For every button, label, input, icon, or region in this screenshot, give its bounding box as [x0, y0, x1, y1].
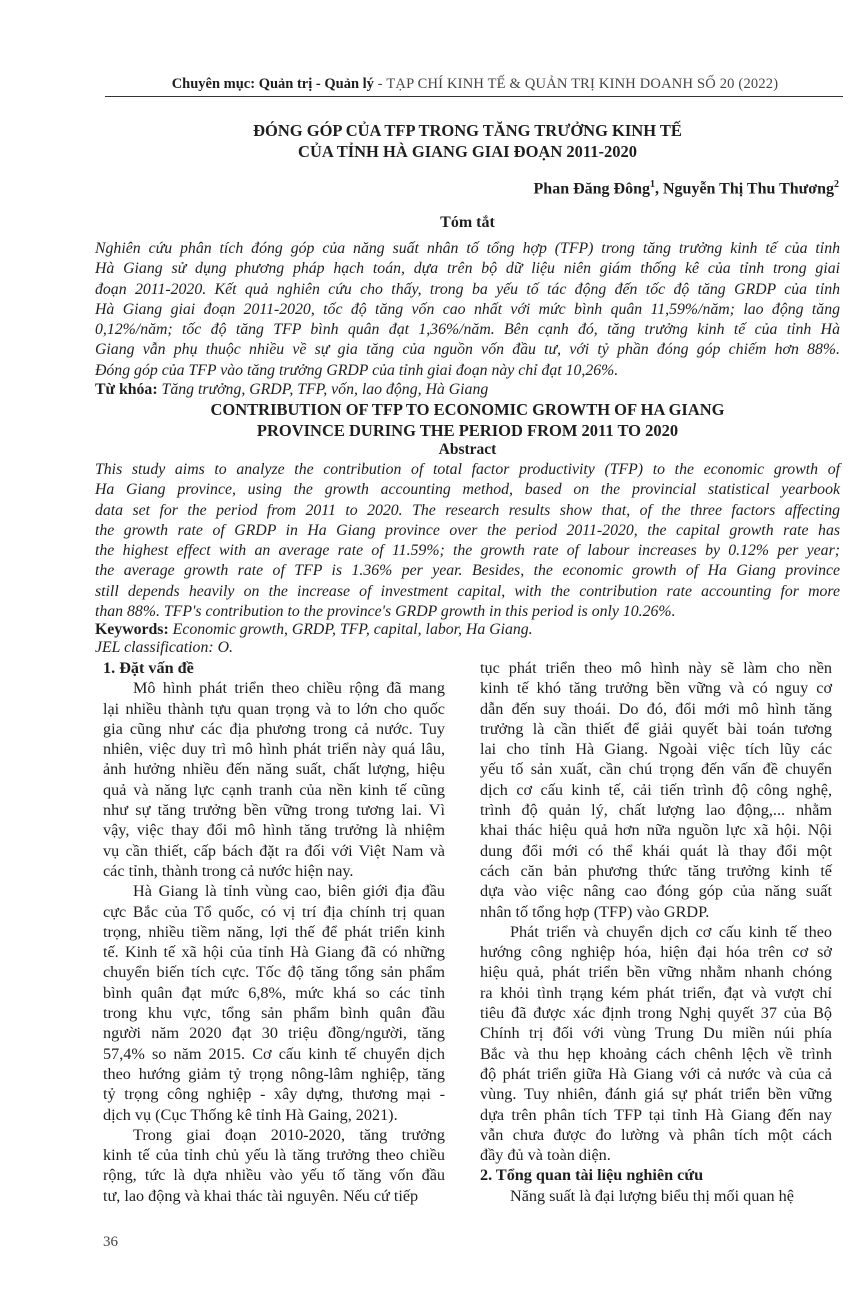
text-line: dựa vào việc nâng cao đóng góp của năng suất — [480, 882, 832, 901]
text-line: tế. Kinh tế xã hội của tỉnh Hà Giang đã có những — [103, 943, 445, 962]
text-line: trong khu vực, tổng sản phẩm bình quân đầu — [103, 1004, 445, 1023]
vi-keywords-list: Tăng trưởng, GRDP, TFP, vốn, lao động, Hà Giang — [157, 381, 489, 398]
text-line: Phát triển và chuyển dịch cơ cấu kinh tế theo — [510, 922, 832, 941]
journal-name: - TẠP CHÍ KINH TẾ & QUẢN TRỊ KINH DOANH SỐ 20 (2022) — [373, 76, 779, 92]
page-number: 36 — [103, 1234, 118, 1250]
en-title-line-1: CONTRIBUTION OF TFP TO ECONOMIC GROWTH OF HA GIANG — [210, 400, 725, 419]
text-line: nhân tố tổng hợp (TFP) vào GRDP. — [480, 902, 710, 921]
text-line: các tỉnh, thành trong cả nước hiện nay. — [103, 861, 354, 880]
author-2: Nguyễn Thị Thu Thương — [663, 180, 834, 198]
text-line: trọng, nhiều tiềm năng, lợi thế để phát triển kinh — [103, 922, 445, 941]
paragraph — [480, 922, 832, 1166]
text-line: vụ cần thiết, cấp bách đặt ra đối với Việt Nam và — [103, 841, 445, 860]
text-line: Trong giai đoạn 2010-2020, tăng trưởng — [133, 1125, 445, 1144]
text-line: the average growth rate of TFP is 1.36% per year. Besides, the economic growth of Ha Giang province — [95, 562, 840, 580]
text-line: Ha Giang province, using the growth accounting method, based on the provincial statistical yearbook — [95, 481, 840, 499]
text-line: This study aims to analyze the contribution of total factor productivity (TFP) to the economic growth of — [95, 461, 840, 478]
text-line: hiệu quả, phát triển bền vững nhằm nhanh chóng — [480, 963, 832, 982]
left-column — [103, 658, 445, 1206]
text-line: tục phát triển theo mô hình này sẽ làm cho nền — [480, 659, 832, 677]
text-line: bình quân đạt mức 6,8%, mức khá so các tỉnh — [103, 983, 445, 1002]
text-line: 57,4% so năm 2015. Cơ cấu kinh tế chuyển dịch — [103, 1044, 445, 1063]
text-line: kinh tế của tỉnh chủ yếu là tăng trưởng theo chiều — [103, 1146, 445, 1165]
text-line: Nghiên cứu phân tích đóng góp của năng suất nhân tố tổng hợp (TFP) trong tăng trưởng kinh tế của tỉnh — [95, 240, 840, 257]
text-line: vậy, việc thay đổi mô hình tăng trưởng là nhiệm — [103, 821, 445, 840]
vi-keywords-label: Từ khóa: — [95, 381, 158, 398]
text-line: data set for the period from 2011 to 2020. The research results show that, of the three factors affecting — [95, 501, 840, 519]
text-line: lại nhiều thành tựu quan trọng và to lớn cho quốc — [103, 699, 445, 718]
text-line: trình độ quản lý, chất lượng lao động,... nhằm — [480, 801, 832, 820]
text-line: than 88%. TFP's contribution to the province's GRDP growth in this period is only 10.26%. — [95, 603, 676, 621]
author-separator: , — [655, 180, 663, 198]
text-line: the highest effect with an average rate of 11.59%; the growth rate of labour increases by 0.12% per year; — [95, 542, 840, 560]
text-line: tỷ trọng công nghiệp - xây dựng, thương mại - — [103, 1085, 445, 1104]
text-line: độ phát triển giữa Hà Giang với cả nước và của cả — [480, 1064, 832, 1083]
section-label: Chuyên mục: Quản trị - Quản lý — [171, 76, 374, 92]
text-line: Giang vẫn phụ thuộc nhiều về sự gia tăng của nguồn vốn đầu tư, với tỷ phần đóng góp chiếm hơn 88%. — [95, 341, 840, 359]
text-line: tiêu đã được xác định trong Nghị quyết 37 của Bộ — [480, 1004, 832, 1023]
text-line: kinh tế khó tăng trưởng bền vững và có nguy cơ — [480, 679, 832, 698]
text-line: Hà Giang là tỉnh vùng cao, biên giới địa đầu — [133, 882, 445, 901]
en-abstract-heading: Abstract — [438, 441, 497, 458]
text-line: dẫn đến suy thoái. Do đó, đổi mới mô hình tăng — [480, 699, 832, 718]
text-line: vùng. Tuy nhiên, đánh giá sự phát triển bền vững — [480, 1085, 832, 1104]
paragraph — [103, 1125, 445, 1206]
author-1: Phan Đăng Đông — [533, 180, 650, 198]
en-title-line-2: PROVINCE DURING THE PERIOD FROM 2011 TO 2020 — [256, 421, 679, 440]
running-header — [110, 76, 840, 93]
vi-title-line-2: CỦA TỈNH HÀ GIANG GIAI ĐOẠN 2011-2020 — [298, 142, 637, 161]
text-line: 0,12%/năm; tốc độ tăng TFP bình quân đạt 1,36%/năm. Bên cạnh đó, tăng trưởng kinh tế của tỉnh Hà — [95, 321, 840, 339]
text-line: yếu tố sản xuất, cần chú trọng đến vấn đề chuyển — [480, 760, 832, 779]
text-line: rộng, tức là dựa nhiều vào yếu tố tăng vốn đầu — [103, 1166, 445, 1185]
text-line: Năng suất là đại lượng biểu thị mối quan hệ — [510, 1186, 794, 1205]
vi-title-line-1: ĐÓNG GÓP CỦA TFP TRONG TĂNG TRƯỞNG KINH TẾ — [253, 121, 682, 140]
paragraph — [480, 658, 832, 922]
author-1-affiliation: 1 — [650, 179, 655, 190]
en-keywords-label: Keywords: — [95, 621, 169, 638]
text-line: quả và năng lực cạnh tranh của nền kinh tế cũng — [103, 780, 445, 799]
text-line: ra khỏi tình trạng kém phát triển, đạt và vượt chỉ — [480, 983, 832, 1002]
jel-classification: JEL classification: O. — [95, 639, 233, 656]
header-rule — [105, 96, 843, 97]
text-line: vẫn chưa được đo lường và phân tích một cách — [480, 1125, 832, 1144]
text-line: dịch vụ (Cục Thống kê tỉnh Hà Gaing, 2021). — [103, 1105, 398, 1124]
text-line: cách căn bản phương thức tăng trưởng kinh tế — [480, 861, 832, 880]
text-line: Đóng góp của TFP vào tăng trưởng GRDP của tỉnh giai đoạn này chỉ đạt 10,26%. — [95, 361, 619, 379]
text-line: still depends heavily on the increase of investment capital, with the contribution rate accounting for more — [95, 582, 840, 600]
text-line: nhiên, việc duy trì mô hình phát triển này quá lâu, — [103, 740, 445, 759]
text-line: gia cũng như các địa phương trong cả nước. Tuy — [103, 719, 445, 738]
text-line: Hà Giang giai đoạn 2011-2020, tốc độ tăng vốn cao nhất với mức bình quân 11,59%/năm; lao động tăng — [95, 300, 840, 318]
text-line: ảnh hưởng nhiều đến năng suất, chất lượng, hiệu — [103, 760, 445, 779]
author-2-affiliation: 2 — [834, 179, 839, 190]
vi-abstract-heading: Tóm tắt — [440, 214, 495, 231]
text-line: Chính trị đối với vùng Trung Du miền núi phía — [480, 1024, 832, 1043]
section-1-heading: 1. Đặt vấn đề — [103, 659, 194, 677]
text-line: hướng công nghiệp hóa, hiện đại hóa trên cơ sở — [480, 943, 832, 962]
text-line: cực Bắc của Tổ quốc, có vị trí địa chính trị quan — [103, 902, 445, 921]
paragraph — [103, 678, 445, 881]
right-column — [480, 658, 832, 1206]
text-line: dung đổi mới có thể khái quát là thay đổi một — [480, 841, 832, 860]
text-line: theo hướng giảm tỷ trọng nông-lâm nghiệp, tăng — [103, 1064, 445, 1083]
paragraph — [103, 881, 445, 1125]
vi-abstract — [95, 239, 840, 381]
text-line: đầy đủ và toàn diện. — [480, 1146, 611, 1165]
en-keywords-list: Economic growth, GRDP, TFP, capital, labor, Ha Giang. — [168, 621, 533, 638]
section-2-heading: 2. Tổng quan tài liệu nghiên cứu — [480, 1166, 704, 1185]
text-line: trưởng là cần thiết để giải quyết bài toán tương — [480, 719, 832, 738]
text-line: dựa trên phân tích TFP tại tỉnh Hà Giang đến nay — [480, 1105, 832, 1124]
en-abstract — [95, 460, 840, 622]
text-line: dịch cơ cấu kinh tế, cải tiến trình độ công nghệ, — [480, 780, 832, 799]
text-line: the growth rate of GRDP in Ha Giang province over the period 2011-2020, the capital growth rate has — [95, 521, 840, 539]
text-line: tư, lao động và khai thác tài nguyên. Nếu cứ tiếp — [103, 1186, 419, 1205]
text-line: Bắc và thu hẹp khoảng cách chênh lệch về trình — [480, 1044, 832, 1063]
text-line: người năm 2020 đạt 30 triệu đồng/người, tăng — [103, 1024, 445, 1043]
en-keywords — [95, 621, 533, 639]
text-line: đoạn 2011-2020. Kết quả nghiên cứu cho thấy, trong ba yếu tố tác động đến tốc độ tăng GRDP của tỉnh — [95, 280, 840, 298]
vi-keywords — [95, 381, 488, 399]
text-line: khai thác hiệu quả hơn nữa nguồn lực xã hội. Nội — [480, 821, 832, 840]
text-line: Hà Giang sử dụng phương pháp hạch toán, dựa trên bộ dữ liệu niên giám thống kê của tỉnh trong giai — [95, 260, 840, 278]
text-line: chuyển biến tích cực. Tốc độ tăng tổng sản phẩm — [103, 963, 445, 982]
text-line: như sự tăng trưởng bền vững trong tương lai. Vì — [103, 801, 445, 820]
paragraph — [480, 1186, 832, 1206]
text-line: lai cho tỉnh Hà Giang. Ngoài việc tích lũy các — [480, 740, 832, 759]
authors — [534, 179, 839, 198]
text-line: Mô hình phát triển theo chiều rộng đã mang — [133, 679, 445, 698]
